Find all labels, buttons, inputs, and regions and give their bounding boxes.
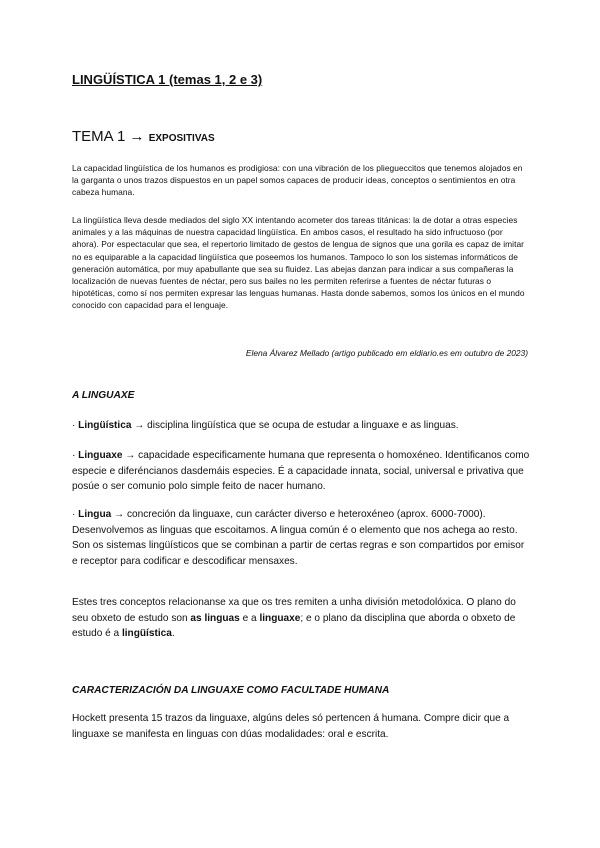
hockett-paragraph: Hockett presenta 15 trazos da linguaxe, algúns deles só pertencen á humana. Compre dicir que a linguaxe se manifesta en linguas con dúas modalidades: oral e escrita. <box>72 713 510 740</box>
definition-text: → capacidade especificamente humana que representa o homoxéneo. Identificanos como especie e diferéncianos dasdemáis especies. É a capacidade innata, social, universal e privativa que posúe o ser comunio polo simple feito de nacer humano. <box>72 450 530 493</box>
tema1-label: TEMA 1 <box>72 128 126 145</box>
conclusion-paragraph <box>72 595 532 642</box>
definition-text: → disciplina lingüística que se ocupa de estudar a linguaxe e as linguas. <box>131 420 459 431</box>
linguaxe-heading: A LINGUAXE <box>72 390 135 401</box>
term-linguistica: Lingüística <box>78 420 132 431</box>
caracterizacion-heading: CARACTERIZACIÓN DA LINGUAXE COMO FACULTADE HUMANA <box>72 685 390 696</box>
bullet: · <box>72 509 79 520</box>
tema1-heading <box>72 128 215 145</box>
quote-paragraph-2: La lingüística lleva desde mediados del siglo XX intentando acometer dos tareas titánicas: la de dotar a otras especies animales y a las máquinas de nuestra capacidad lingüística. En ambos casos, el resultado ha sido infructuoso (por ahora). Por espectacular que sea, el repertorio limitado de gestos de lengua de signos que una gorila es capaz de imitar no es equiparable a la capacidad lingüística que poseemos los humanos. Tampoco lo son los sistemas informáticos de generación automática, por muy apabullante que sea su fluidez. Las abejas danzan para indicar a sus compañeras la localización de nuevas fuentes de néctar, pero sus bailes no les permiten referirse a fuentes de néctar futuras o hipotéticas, como sí nos permiten expresar las lenguas humanas. Hasta donde sabemos, somos los únicos en el mundo conocido con capacidad para el lenguaje. <box>72 215 525 311</box>
definition-lingua <box>72 507 532 569</box>
bullet: · <box>72 420 79 431</box>
conclusion-text: e a <box>239 612 260 624</box>
definition-text: → concreción da linguaxe, cun carácter diverso e heteroxéneo (aprox. 6000-7000). Desenvolvemos as linguas que escoitamos. A lingua común é o elemento que nos achega ao resto. Son os sistemas lingüísticos que se combinan a partir de certas regras e son compartidos por emisor e receptor para codificar e descodificar mensaxes. <box>72 509 525 567</box>
quote-attribution: Elena Álvarez Mellado (artigo publicado em eldiario.es em outubro de 2023) <box>245 348 528 358</box>
conclusion-text: ; e o plano da disciplina que aborda o obxeto de estudo é a <box>72 612 516 640</box>
term-linguistica: lingüística <box>121 628 172 640</box>
term-linguas: as linguas <box>190 612 240 624</box>
bullet: · <box>72 450 79 461</box>
term-lingua: Lingua <box>78 509 112 520</box>
conclusion-text: Estes tres conceptos relacionanse xa que os tres remiten a unha división metodolóxica. O plano do seu obxeto de estudo son <box>72 597 516 624</box>
document-title: LINGÜÍSTICA 1 (temas 1, 2 e 3) <box>72 72 263 87</box>
quote-paragraph-1: La capacidad lingüística de los humanos es prodigiosa: con una vibración de los pliegueccitos que tenemos alojados en la garganta o unos trazos dispuestos en un papel somos capaces de producir ideas, conceptos o sentimientos en otra cabeza humana. <box>72 163 523 198</box>
term-linguaxe: linguaxe <box>259 612 301 624</box>
conclusion-text: . <box>171 628 175 640</box>
definition-linguaxe <box>72 448 532 495</box>
definition-linguistica <box>72 418 532 434</box>
term-linguaxe: Linguaxe <box>78 450 123 461</box>
tema1-subtitle: EXPOSITIVAS <box>148 133 215 144</box>
arrow-icon: → <box>129 128 145 145</box>
